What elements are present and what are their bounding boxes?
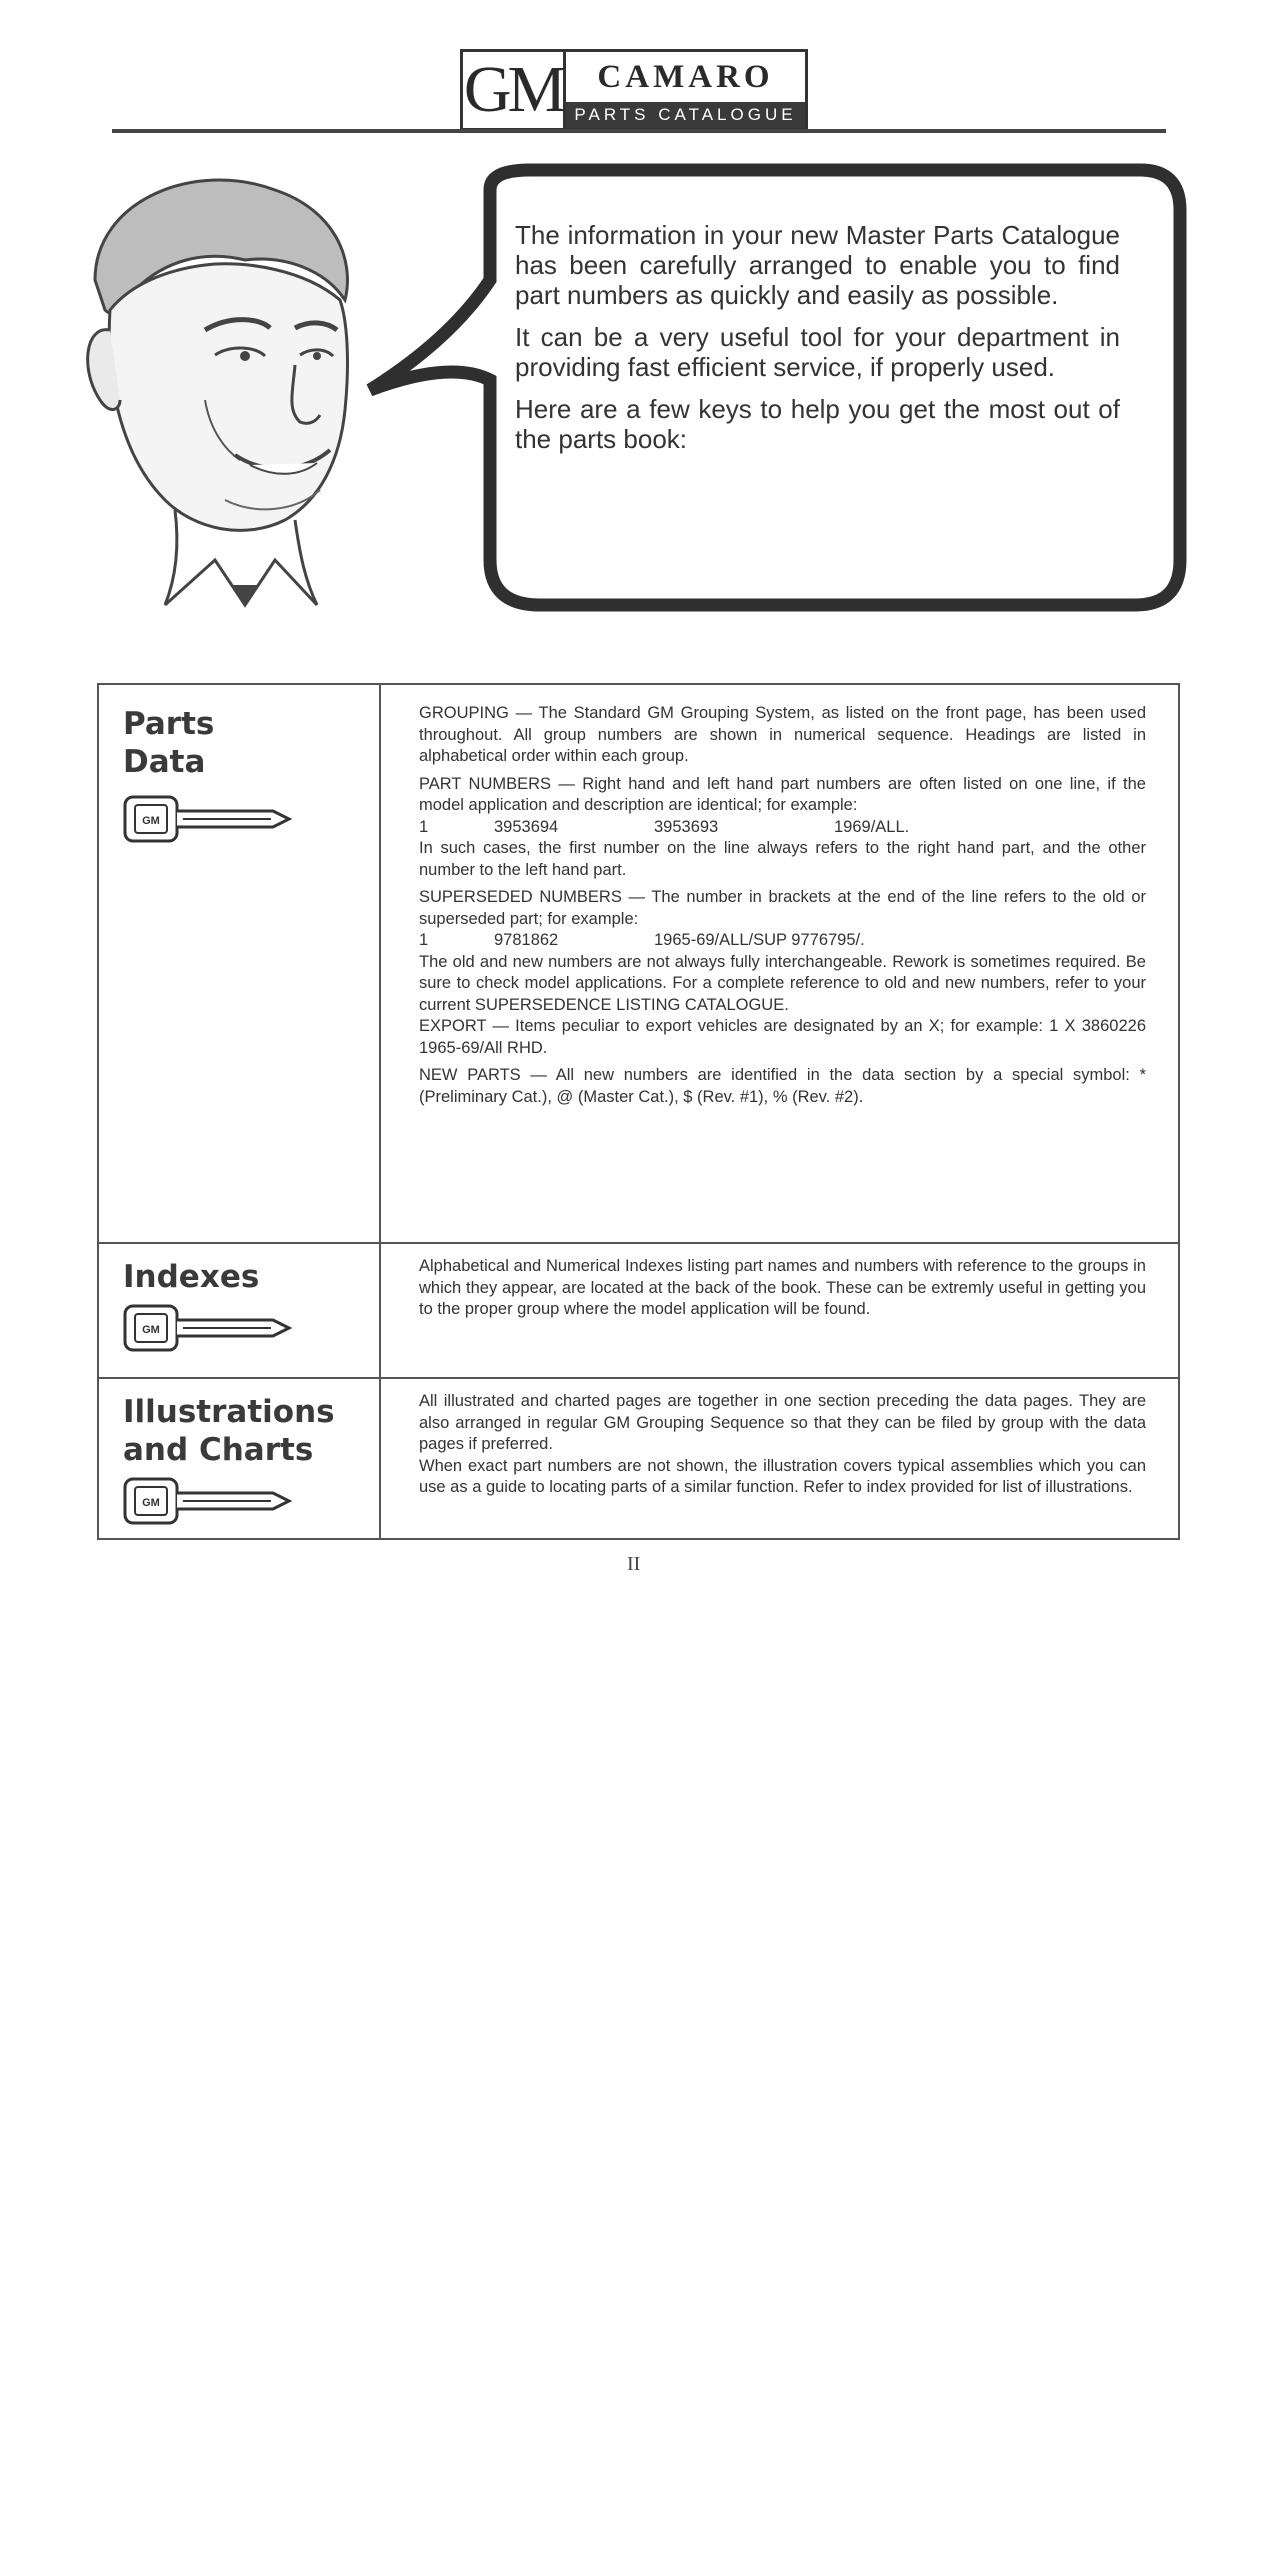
grouping-text: GROUPING — The Standard GM Grouping System, as listed on the front page, has been used throughout. All group numbers are shown in numerical sequence. Headings are listed in alphabetical order within each group. bbox=[419, 704, 1146, 765]
illustrations-text-1: All illustrated and charted pages are together in one section preceding the data pages. They are also arranged in regular GM Grouping Sequence so that they can be filed by group with the data pages if preferred. bbox=[419, 1392, 1146, 1453]
gm-key-icon bbox=[123, 1477, 293, 1525]
gm-key-icon bbox=[123, 795, 293, 843]
superseded-text: SUPERSEDED NUMBERS — The number in brackets at the end of the line refers to the old or superseded part; for example: bbox=[419, 888, 1146, 928]
illustrations-title-line2: and Charts bbox=[123, 1432, 314, 1468]
indexes-label-cell bbox=[99, 1244, 381, 1377]
intro-paragraph-1: The information in your new Master Parts Catalogue has been carefully arranged to enable you to find part numbers as quickly and easily as possible. bbox=[515, 220, 1120, 310]
parts-book-keys-table bbox=[97, 683, 1180, 1540]
key-icon-badge: GM bbox=[142, 815, 160, 827]
page-number: II bbox=[627, 1553, 641, 1575]
part-numbers-text: PART NUMBERS — Right hand and left hand part numbers are often listed on one line, if the model application and description are identical; for example: bbox=[419, 774, 1146, 814]
gm-logo-mark: GM bbox=[463, 52, 566, 128]
parts-data-body bbox=[381, 685, 1178, 1242]
gm-key-icon bbox=[123, 1304, 293, 1352]
illustrations-text-2: When exact part numbers are not shown, the illustration covers typical assemblies which you can use as a guide to locating parts of a similar function. Refer to index provided for list of illustrations. bbox=[419, 1456, 1146, 1496]
part-numbers-example: 1 3953694 3953693 1969/ALL. bbox=[419, 817, 910, 836]
illustrations-title-line1: Illustrations bbox=[123, 1394, 335, 1430]
export-text: EXPORT — Items peculiar to export vehicles are designated by an X; for example: 1 X 3860226 1965-69/All RHD. bbox=[419, 1017, 1146, 1057]
intro-paragraph-3: Here are a few keys to help you get the most out of the parts book: bbox=[515, 394, 1120, 454]
illustrations-label-cell bbox=[99, 1379, 381, 1540]
key-icon-badge: GM bbox=[142, 1324, 160, 1336]
part-numbers-continued: In such cases, the first number on the line always refers to the right hand part, and the other number to the left hand part. bbox=[419, 839, 1146, 879]
parts-data-row bbox=[99, 685, 1178, 1242]
superseded-continued: The old and new numbers are not always fully interchangeable. Rework is sometimes required. Be sure to check model applications. For a complete reference to old and new numbers, refer to your current SUPERSEDENCE LISTING CATALOGUE. bbox=[419, 952, 1146, 1014]
logo-subtitle: PARTS CATALOGUE bbox=[566, 102, 805, 128]
indexes-title: Indexes bbox=[123, 1259, 260, 1295]
indexes-body: Alphabetical and Numerical Indexes listing part names and numbers with reference to the groups in which they appear, are located at the back of the book. These can be extremly useful in getting you to the proper group where the model application will be found. bbox=[419, 1257, 1146, 1318]
parts-data-label-cell bbox=[99, 685, 381, 1242]
parts-data-title-line2: Data bbox=[123, 744, 206, 780]
parts-data-title-line1: Parts bbox=[123, 706, 215, 742]
logo-model-name: CAMARO bbox=[597, 58, 774, 95]
illustrations-body bbox=[381, 1379, 1178, 1540]
header-divider bbox=[112, 129, 1166, 133]
page-header bbox=[0, 0, 1275, 140]
intro-paragraph-2: It can be a very useful tool for your department in providing fast efficient service, if properly used. bbox=[515, 322, 1120, 382]
intro-text bbox=[515, 220, 1120, 466]
indexes-row bbox=[99, 1242, 1178, 1377]
intro-section bbox=[0, 140, 1275, 650]
illustrations-row bbox=[99, 1377, 1178, 1540]
key-icon-badge: GM bbox=[142, 1497, 160, 1509]
superseded-example: 1 9781862 1965-69/ALL/SUP 9776795/. bbox=[419, 931, 865, 949]
new-parts-text: NEW PARTS — All new numbers are identified in the data section by a special symbol: * (Preliminary Cat.), @ (Master Cat.), $ (Rev. #1), % (Rev. #2). bbox=[419, 1066, 1146, 1106]
gm-camaro-logo bbox=[460, 49, 808, 131]
